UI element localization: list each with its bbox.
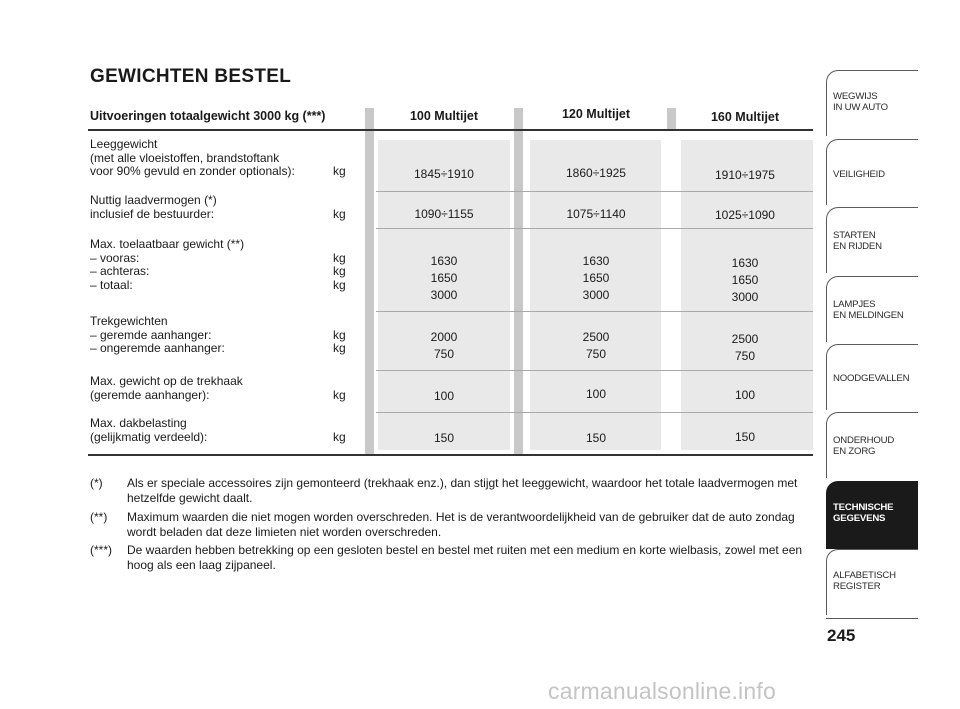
footnote-text: Als er speciale accessoires zijn gemonteerd (trekhaak enz.), dan stijgt het leeggewicht, waardoor het totale laadvermogen met hetzelfde gewicht daalt.	[127, 476, 798, 505]
page-title: GEWICHTEN BESTEL	[90, 66, 292, 87]
column-header-160-multijet: 160 Multijet	[710, 110, 780, 124]
tab-veiligheid[interactable]	[826, 139, 918, 205]
tab-label: NOODGEVALLEN	[833, 373, 910, 384]
tab-onderhoud[interactable]	[826, 412, 918, 478]
tab-label: ONDERHOUD EN ZORG	[833, 435, 895, 457]
cell-value: 100	[734, 388, 756, 402]
column-header-120-multijet: 120 Multijet	[561, 107, 631, 121]
column-separator	[667, 108, 676, 130]
row-divider	[376, 370, 813, 371]
row-divider	[376, 412, 813, 413]
cell-value: 1075÷1140	[566, 207, 626, 221]
cell-value: 1630 1650 3000	[430, 254, 458, 302]
row-unit: kg	[333, 164, 346, 179]
cell-value: 150	[585, 431, 607, 445]
tab-label: LAMPJES EN MELDINGEN	[833, 299, 904, 321]
cell-value: 2500 750	[582, 330, 610, 361]
cell-value: 1910÷1975	[715, 168, 775, 182]
footnote-mark: (**)	[90, 510, 108, 524]
cell-value: 100	[433, 389, 455, 403]
table-header-label: Uitvoeringen totaalgewicht 3000 kg (***)	[90, 109, 326, 123]
tab-technische-gegevens[interactable]	[826, 481, 918, 549]
cell-value: 1630 1650 3000	[582, 254, 610, 302]
watermark: carmanualsonline.info	[548, 678, 776, 704]
tab-starten[interactable]	[826, 207, 918, 273]
column-separator	[365, 108, 374, 454]
tab-label: TECHNISCHE GEGEVENS	[833, 502, 894, 524]
cell-value: 100	[585, 387, 607, 401]
footnote-mark: (***)	[90, 543, 113, 557]
row-divider	[376, 311, 813, 312]
cell-value: 1845÷1910	[414, 167, 474, 181]
tab-label: WEGWIJS IN UW AUTO	[833, 91, 888, 113]
table-bottom-rule	[88, 454, 813, 456]
footnote-text: De waarden hebben betrekking op een gesloten bestel en bestel met ruiten met een medium en korte wielbasis, zowel met een hoog als een laag zijpaneel.	[127, 543, 803, 572]
cell-value: 2000 750	[430, 330, 458, 361]
footnote-mark: (*)	[90, 476, 103, 490]
row-label-max-toelaatbaar-gewicht: Max. toelaatbaar gewicht (**) – vooras: – achteras: – totaal:	[90, 237, 245, 292]
tab-noodgevallen[interactable]	[826, 344, 918, 410]
page-number: 245	[827, 626, 856, 645]
cell-value: 150	[433, 431, 455, 445]
cell-value: 1025÷1090	[715, 208, 775, 222]
column-separator	[514, 108, 523, 454]
tab-lampjes[interactable]	[826, 276, 918, 342]
tab-alfabetisch-register[interactable]	[826, 549, 918, 615]
row-unit: kg	[333, 429, 346, 444]
row-label-leeggewicht: Leeggewicht (met alle vloeistoffen, brandstoftank voor 90% gevuld en zonder optionals):	[90, 137, 295, 179]
row-label-max-gewicht-trekhaak: Max. gewicht op de trekhaak (geremde aanhanger):	[90, 374, 243, 402]
tab-label: ALFABETISCH REGISTER	[833, 570, 896, 592]
tab-label: VEILIGHEID	[833, 169, 885, 180]
footnote-text: Maximum waarden die niet mogen worden overschreden. Het is de verantwoordelijkheid van de gebruiker dat de auto zondag wordt beladen dat deze limieten niet worden overschreden.	[127, 510, 795, 539]
column-header-100-multijet: 100 Multijet	[409, 109, 479, 123]
cell-value: 1860÷1925	[566, 166, 626, 180]
tab-wegwijs[interactable]	[826, 70, 918, 136]
cell-value: 150	[734, 430, 756, 444]
row-divider	[376, 191, 813, 192]
tabs-bottom-rule	[826, 618, 918, 619]
row-unit: kg	[333, 387, 346, 402]
row-label-nuttig-laadvermogen: Nuttig laadvermogen (*) inclusief de bestuurder:	[90, 193, 217, 221]
row-label-trekgewichten: Trekgewichten – geremde aanhanger: – ongeremde aanhanger:	[90, 314, 225, 356]
row-unit: kg	[333, 206, 346, 221]
cell-value: 2500 750	[731, 332, 759, 363]
row-label-max-dakbelasting: Max. dakbelasting (gelijkmatig verdeeld):	[90, 416, 208, 444]
cell-value: 1630 1650 3000	[731, 256, 759, 304]
row-divider	[376, 228, 813, 229]
table-top-rule	[88, 129, 813, 131]
cell-value: 1090÷1155	[414, 207, 474, 221]
tab-label: STARTEN EN RIJDEN	[833, 230, 882, 252]
row-unit: kg kg	[333, 327, 346, 356]
row-unit: kg kg kg	[333, 250, 346, 292]
